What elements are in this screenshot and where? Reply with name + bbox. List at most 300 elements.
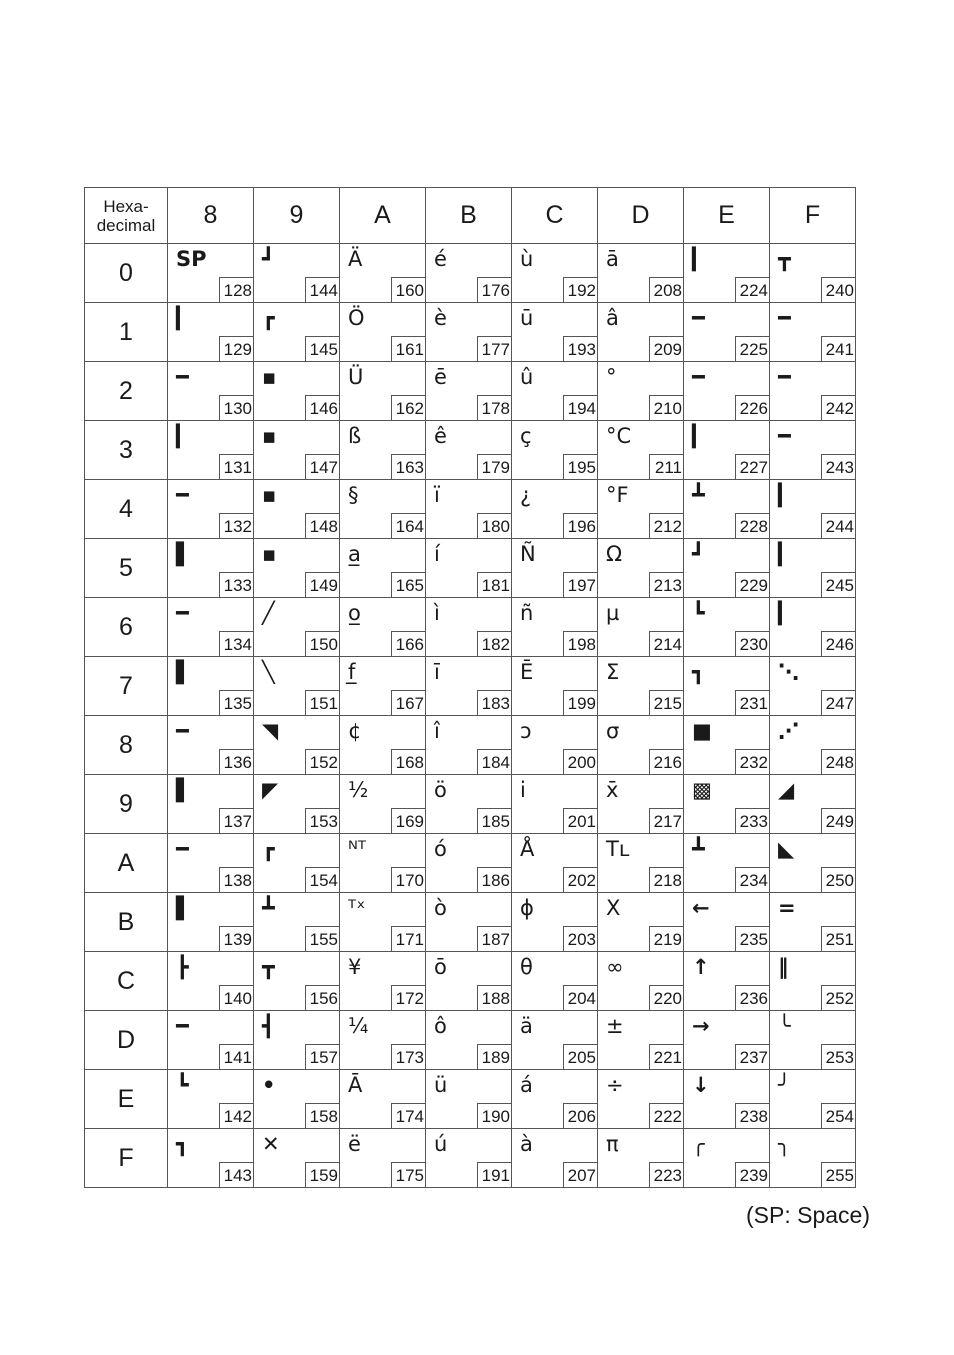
char-cell bbox=[340, 657, 426, 716]
char-cell bbox=[512, 480, 598, 539]
char-cell bbox=[512, 1129, 598, 1188]
char-cell bbox=[512, 834, 598, 893]
char-code: 210 bbox=[649, 395, 683, 420]
header-row bbox=[85, 188, 856, 244]
corner-label-line1: Hexa- bbox=[103, 196, 149, 216]
table-row bbox=[85, 303, 856, 362]
char-glyph: ç bbox=[520, 424, 532, 448]
char-code: 218 bbox=[649, 867, 683, 892]
char-glyph: ↄ bbox=[520, 719, 532, 743]
char-glyph: ū bbox=[520, 306, 534, 330]
char-code: 231 bbox=[735, 690, 769, 715]
char-glyph: ━ bbox=[692, 306, 705, 330]
char-cell bbox=[168, 362, 254, 421]
char-glyph: ╭ bbox=[692, 1132, 705, 1156]
table-row bbox=[85, 598, 856, 657]
char-glyph: ° bbox=[606, 365, 617, 389]
table-row bbox=[85, 893, 856, 952]
char-code: 133 bbox=[219, 572, 253, 597]
char-code: 196 bbox=[563, 513, 597, 538]
char-glyph: ī bbox=[434, 660, 440, 684]
char-glyph: í bbox=[434, 542, 440, 566]
char-cell bbox=[168, 480, 254, 539]
char-code: 140 bbox=[219, 985, 253, 1010]
footnote: (SP: Space) bbox=[746, 1202, 870, 1228]
char-cell bbox=[770, 421, 856, 480]
character-code-table bbox=[84, 187, 856, 1188]
char-glyph: ┗ bbox=[692, 601, 705, 625]
char-glyph: ┗ bbox=[176, 1073, 189, 1097]
char-cell bbox=[684, 893, 770, 952]
row-header-1: 1 bbox=[85, 303, 168, 362]
char-cell bbox=[512, 952, 598, 1011]
char-code: 155 bbox=[305, 926, 339, 951]
char-glyph: ¿ bbox=[520, 483, 532, 507]
char-code: 207 bbox=[563, 1162, 597, 1187]
char-code: 243 bbox=[821, 454, 855, 479]
char-glyph: ê bbox=[434, 424, 447, 448]
char-cell bbox=[598, 716, 684, 775]
column-header-d: D bbox=[598, 188, 684, 244]
row-header-a: A bbox=[85, 834, 168, 893]
char-code: 160 bbox=[391, 277, 425, 302]
table-row bbox=[85, 657, 856, 716]
row-header-2: 2 bbox=[85, 362, 168, 421]
char-glyph: î bbox=[434, 719, 440, 743]
char-cell bbox=[254, 716, 340, 775]
char-cell bbox=[426, 1011, 512, 1070]
char-cell bbox=[684, 421, 770, 480]
char-glyph: ▌ bbox=[176, 896, 193, 920]
char-glyph: ó bbox=[434, 837, 447, 861]
char-code: 151 bbox=[305, 690, 339, 715]
char-glyph: ⋰ bbox=[778, 719, 799, 743]
char-code: 142 bbox=[219, 1103, 253, 1128]
char-code: 225 bbox=[735, 336, 769, 361]
char-glyph: Ü bbox=[348, 365, 364, 389]
char-code: 147 bbox=[305, 454, 339, 479]
char-glyph: °F bbox=[606, 483, 629, 507]
char-cell bbox=[254, 539, 340, 598]
char-glyph: ━ bbox=[176, 719, 189, 743]
table-body bbox=[85, 244, 856, 1188]
char-glyph: ä bbox=[520, 1014, 533, 1038]
char-cell bbox=[598, 1011, 684, 1070]
char-code: 180 bbox=[477, 513, 511, 538]
char-cell bbox=[598, 834, 684, 893]
char-code: 200 bbox=[563, 749, 597, 774]
char-cell bbox=[512, 421, 598, 480]
char-code: 181 bbox=[477, 572, 511, 597]
column-header-9: 9 bbox=[254, 188, 340, 244]
char-code: 228 bbox=[735, 513, 769, 538]
char-code: 146 bbox=[305, 395, 339, 420]
char-glyph: ▎ bbox=[778, 542, 795, 566]
char-code: 235 bbox=[735, 926, 769, 951]
char-cell bbox=[770, 657, 856, 716]
char-code: 185 bbox=[477, 808, 511, 833]
char-cell bbox=[426, 421, 512, 480]
char-cell bbox=[512, 1011, 598, 1070]
table-row bbox=[85, 1070, 856, 1129]
char-glyph: ┏ bbox=[262, 306, 275, 330]
char-code: 216 bbox=[649, 749, 683, 774]
char-code: 245 bbox=[821, 572, 855, 597]
char-cell bbox=[684, 834, 770, 893]
row-header-e: E bbox=[85, 1070, 168, 1129]
char-cell bbox=[684, 362, 770, 421]
char-glyph: ▎ bbox=[176, 424, 193, 448]
char-code: 137 bbox=[219, 808, 253, 833]
char-code: 164 bbox=[391, 513, 425, 538]
char-code: 230 bbox=[735, 631, 769, 656]
char-code: 176 bbox=[477, 277, 511, 302]
char-code: 237 bbox=[735, 1044, 769, 1069]
char-code: 130 bbox=[219, 395, 253, 420]
char-glyph: ┛ bbox=[262, 247, 275, 271]
char-cell bbox=[168, 893, 254, 952]
char-code: 171 bbox=[391, 926, 425, 951]
char-glyph: ∞ bbox=[606, 955, 624, 979]
char-cell bbox=[426, 1129, 512, 1188]
char-glyph: • bbox=[262, 1073, 276, 1097]
char-glyph: Tʟ bbox=[606, 837, 630, 861]
char-glyph: ¼ bbox=[348, 1014, 369, 1038]
char-cell bbox=[770, 1070, 856, 1129]
char-glyph: ┏ bbox=[262, 837, 275, 861]
char-code: 182 bbox=[477, 631, 511, 656]
char-cell bbox=[770, 1011, 856, 1070]
char-glyph: ñ bbox=[520, 601, 534, 625]
char-cell bbox=[168, 303, 254, 362]
char-code: 136 bbox=[219, 749, 253, 774]
char-cell bbox=[684, 716, 770, 775]
char-code: 162 bbox=[391, 395, 425, 420]
char-cell bbox=[770, 244, 856, 303]
char-code: 217 bbox=[649, 808, 683, 833]
char-cell bbox=[598, 362, 684, 421]
char-code: 157 bbox=[305, 1044, 339, 1069]
char-glyph: ← bbox=[692, 896, 710, 920]
char-cell bbox=[340, 303, 426, 362]
char-cell bbox=[770, 303, 856, 362]
char-glyph: ◣ bbox=[778, 837, 795, 861]
char-cell bbox=[770, 834, 856, 893]
char-glyph: ━ bbox=[176, 837, 189, 861]
char-code: 197 bbox=[563, 572, 597, 597]
char-code: 152 bbox=[305, 749, 339, 774]
char-cell bbox=[512, 244, 598, 303]
char-glyph: ┻ bbox=[692, 837, 705, 861]
char-cell bbox=[168, 775, 254, 834]
char-cell bbox=[254, 598, 340, 657]
char-code: 166 bbox=[391, 631, 425, 656]
char-glyph: ━ bbox=[176, 1014, 189, 1038]
char-glyph: Σ bbox=[606, 660, 620, 684]
char-code: 150 bbox=[305, 631, 339, 656]
char-glyph: û bbox=[520, 365, 534, 389]
char-glyph: ú bbox=[434, 1132, 448, 1156]
char-cell bbox=[770, 362, 856, 421]
char-code: 194 bbox=[563, 395, 597, 420]
char-glyph: Ä bbox=[348, 247, 363, 271]
char-cell bbox=[770, 893, 856, 952]
char-cell bbox=[684, 480, 770, 539]
char-code: 163 bbox=[391, 454, 425, 479]
char-cell bbox=[340, 716, 426, 775]
char-cell bbox=[684, 539, 770, 598]
char-cell bbox=[598, 1129, 684, 1188]
char-glyph: °C bbox=[606, 424, 632, 448]
char-glyph: ▌ bbox=[176, 542, 193, 566]
char-code: 168 bbox=[391, 749, 425, 774]
char-code: 193 bbox=[563, 336, 597, 361]
char-glyph: a̲ bbox=[348, 542, 361, 566]
char-glyph: ÷ bbox=[606, 1073, 624, 1097]
char-code: 220 bbox=[649, 985, 683, 1010]
char-code: 238 bbox=[735, 1103, 769, 1128]
char-glyph: ▎ bbox=[692, 247, 709, 271]
char-code: 179 bbox=[477, 454, 511, 479]
char-cell bbox=[254, 303, 340, 362]
char-glyph: ɸ bbox=[520, 896, 534, 920]
char-code: 255 bbox=[821, 1162, 855, 1187]
char-glyph: ¥ bbox=[348, 955, 362, 979]
char-code: 205 bbox=[563, 1044, 597, 1069]
char-cell bbox=[168, 598, 254, 657]
char-glyph: ō bbox=[434, 955, 447, 979]
char-code: 191 bbox=[477, 1162, 511, 1187]
char-code: 172 bbox=[391, 985, 425, 1010]
row-header-b: B bbox=[85, 893, 168, 952]
char-cell bbox=[512, 362, 598, 421]
char-code: 249 bbox=[821, 808, 855, 833]
row-header-d: D bbox=[85, 1011, 168, 1070]
char-code: 184 bbox=[477, 749, 511, 774]
char-code: 143 bbox=[219, 1162, 253, 1187]
char-cell bbox=[598, 598, 684, 657]
char-glyph: ■ bbox=[692, 719, 712, 743]
char-code: 190 bbox=[477, 1103, 511, 1128]
char-glyph: ╰ bbox=[778, 1014, 791, 1038]
char-glyph: ┛ bbox=[692, 542, 705, 566]
char-glyph: = bbox=[778, 896, 796, 920]
char-glyph: ┳ bbox=[778, 247, 791, 271]
char-code: 188 bbox=[477, 985, 511, 1010]
char-cell bbox=[770, 775, 856, 834]
char-cell bbox=[598, 775, 684, 834]
char-cell bbox=[254, 893, 340, 952]
char-cell bbox=[168, 952, 254, 1011]
column-header-f: F bbox=[770, 188, 856, 244]
char-glyph: ┻ bbox=[262, 896, 275, 920]
char-code: 246 bbox=[821, 631, 855, 656]
char-cell bbox=[340, 952, 426, 1011]
char-code: 201 bbox=[563, 808, 597, 833]
row-header-6: 6 bbox=[85, 598, 168, 657]
char-cell bbox=[254, 480, 340, 539]
char-code: 253 bbox=[821, 1044, 855, 1069]
char-code: 173 bbox=[391, 1044, 425, 1069]
char-code: 167 bbox=[391, 690, 425, 715]
char-cell bbox=[598, 421, 684, 480]
char-cell bbox=[168, 716, 254, 775]
char-code: 229 bbox=[735, 572, 769, 597]
char-glyph: ━ bbox=[778, 365, 791, 389]
char-cell bbox=[598, 657, 684, 716]
char-cell bbox=[168, 244, 254, 303]
char-glyph: ô bbox=[434, 1014, 447, 1038]
char-glyph: ▎ bbox=[692, 424, 709, 448]
row-header-f: F bbox=[85, 1129, 168, 1188]
table-row bbox=[85, 952, 856, 1011]
char-glyph: ▎ bbox=[778, 601, 795, 625]
char-code: 145 bbox=[305, 336, 339, 361]
char-glyph: ▩ bbox=[692, 778, 712, 802]
char-code: 174 bbox=[391, 1103, 425, 1128]
char-glyph: ü bbox=[434, 1073, 448, 1097]
char-cell bbox=[426, 362, 512, 421]
char-cell bbox=[426, 775, 512, 834]
char-glyph: ━ bbox=[778, 306, 791, 330]
char-glyph: ╮ bbox=[778, 1132, 791, 1156]
table-row bbox=[85, 1129, 856, 1188]
char-cell bbox=[598, 539, 684, 598]
table-row bbox=[85, 834, 856, 893]
row-header-8: 8 bbox=[85, 716, 168, 775]
char-code: 183 bbox=[477, 690, 511, 715]
char-code: 254 bbox=[821, 1103, 855, 1128]
char-code: 227 bbox=[735, 454, 769, 479]
char-cell bbox=[426, 893, 512, 952]
char-code: 170 bbox=[391, 867, 425, 892]
char-code: 129 bbox=[219, 336, 253, 361]
char-glyph: ╱ bbox=[262, 601, 275, 625]
char-glyph: ā bbox=[606, 247, 619, 271]
table-row bbox=[85, 1011, 856, 1070]
char-code: 154 bbox=[305, 867, 339, 892]
char-cell bbox=[684, 244, 770, 303]
char-glyph: ▌ bbox=[176, 660, 193, 684]
char-cell bbox=[426, 244, 512, 303]
char-glyph: π bbox=[606, 1132, 619, 1156]
char-cell bbox=[512, 1070, 598, 1129]
char-glyph: ï bbox=[434, 483, 440, 507]
char-glyph: ò bbox=[434, 896, 447, 920]
char-cell bbox=[426, 716, 512, 775]
column-header-e: E bbox=[684, 188, 770, 244]
char-cell bbox=[426, 480, 512, 539]
char-glyph: ½ bbox=[348, 778, 369, 802]
char-code: 148 bbox=[305, 513, 339, 538]
char-glyph: â bbox=[606, 306, 619, 330]
char-glyph: ▪ bbox=[262, 483, 277, 507]
char-code: 175 bbox=[391, 1162, 425, 1187]
char-code: 138 bbox=[219, 867, 253, 892]
char-code: 226 bbox=[735, 395, 769, 420]
char-cell bbox=[770, 952, 856, 1011]
char-cell bbox=[168, 834, 254, 893]
char-code: 209 bbox=[649, 336, 683, 361]
char-cell bbox=[340, 893, 426, 952]
char-cell bbox=[168, 539, 254, 598]
char-glyph: µ bbox=[606, 601, 620, 625]
char-glyph: ━ bbox=[176, 483, 189, 507]
char-code: 212 bbox=[649, 513, 683, 538]
char-code: 189 bbox=[477, 1044, 511, 1069]
char-code: 199 bbox=[563, 690, 597, 715]
char-code: 134 bbox=[219, 631, 253, 656]
char-cell bbox=[254, 421, 340, 480]
char-code: 177 bbox=[477, 336, 511, 361]
char-cell bbox=[684, 303, 770, 362]
char-cell bbox=[340, 244, 426, 303]
char-code: 195 bbox=[563, 454, 597, 479]
char-glyph: ━ bbox=[176, 601, 189, 625]
char-glyph: Å bbox=[520, 837, 535, 861]
char-cell bbox=[684, 657, 770, 716]
char-glyph: ▎ bbox=[176, 306, 193, 330]
row-header-4: 4 bbox=[85, 480, 168, 539]
char-glyph: ‖ bbox=[778, 955, 789, 979]
char-cell bbox=[426, 952, 512, 1011]
char-glyph: ◢ bbox=[778, 778, 795, 802]
char-cell bbox=[770, 598, 856, 657]
table-row bbox=[85, 539, 856, 598]
char-code: 206 bbox=[563, 1103, 597, 1128]
char-code: 248 bbox=[821, 749, 855, 774]
char-cell bbox=[426, 303, 512, 362]
char-cell bbox=[340, 480, 426, 539]
char-glyph: Ö bbox=[348, 306, 365, 330]
char-cell bbox=[168, 421, 254, 480]
char-cell bbox=[512, 657, 598, 716]
char-code: 161 bbox=[391, 336, 425, 361]
char-cell bbox=[340, 539, 426, 598]
table-row bbox=[85, 421, 856, 480]
char-code: 240 bbox=[821, 277, 855, 302]
char-code: 239 bbox=[735, 1162, 769, 1187]
char-cell bbox=[340, 421, 426, 480]
char-cell bbox=[254, 775, 340, 834]
char-cell bbox=[770, 539, 856, 598]
row-header-9: 9 bbox=[85, 775, 168, 834]
char-code: 214 bbox=[649, 631, 683, 656]
char-glyph: → bbox=[692, 1014, 710, 1038]
char-cell bbox=[512, 716, 598, 775]
char-cell bbox=[340, 1129, 426, 1188]
table-row bbox=[85, 480, 856, 539]
char-cell bbox=[684, 598, 770, 657]
char-glyph: Ē bbox=[520, 660, 534, 684]
char-cell bbox=[254, 1011, 340, 1070]
char-code: 211 bbox=[649, 454, 683, 479]
char-cell bbox=[254, 834, 340, 893]
char-glyph: ± bbox=[606, 1014, 624, 1038]
char-cell bbox=[254, 952, 340, 1011]
char-code: 252 bbox=[821, 985, 855, 1010]
char-glyph: ╲ bbox=[262, 660, 275, 684]
char-code: 135 bbox=[219, 690, 253, 715]
char-code: 232 bbox=[735, 749, 769, 774]
char-glyph: § bbox=[348, 483, 359, 507]
column-header-b: B bbox=[426, 188, 512, 244]
char-code: 203 bbox=[563, 926, 597, 951]
char-cell bbox=[598, 952, 684, 1011]
char-glyph: ▪ bbox=[262, 365, 277, 389]
char-glyph: ◤ bbox=[262, 778, 279, 802]
char-code: 159 bbox=[305, 1162, 339, 1187]
